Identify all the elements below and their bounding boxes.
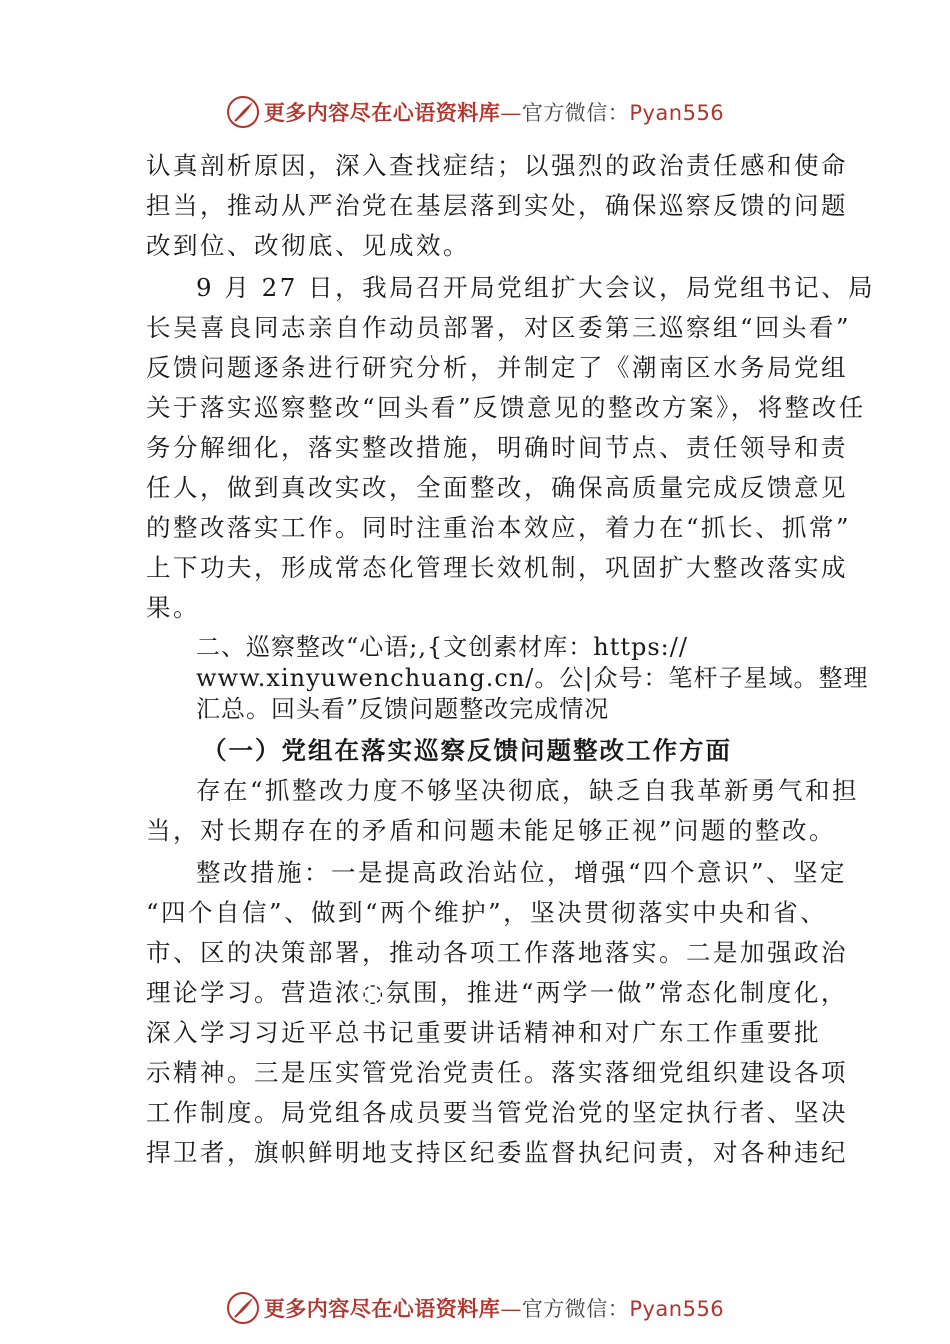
- banner-main-text: 更多内容尽在心语资料库: [263, 1296, 501, 1321]
- paragraph-1: [146, 146, 848, 266]
- paragraph-3: [146, 771, 860, 851]
- text-line: 整改措施：一是提高政治站位，增强“四个意识”、坚定: [196, 858, 848, 887]
- text-line: 担当，推动从严治党在基层落到实处，确保巡察反馈的问题: [146, 191, 848, 220]
- text-line: 市、区的决策部署，推动各项工作落地落实。二是加强政治: [146, 938, 848, 967]
- feather-pen-logo-icon: [226, 1291, 260, 1325]
- text-line: 任人，做到真改实改，全面整改，确保高质量完成反馈意见: [146, 473, 848, 502]
- feather-pen-logo-icon: [226, 95, 260, 129]
- banner-wechat-label: 官方微信：: [521, 101, 630, 125]
- banner-separator: —: [500, 101, 522, 125]
- heading-line: 二、巡察整改“心语;,{文创素材库：https://: [196, 633, 688, 661]
- text-line: 关于落实巡察整改“回头看”反馈意见的整改方案》，将整改任: [146, 393, 866, 422]
- text-line: 深入学习习近平总书记重要讲话精神和对广东工作重要批: [146, 1018, 821, 1047]
- text-line: 反馈问题逐条进行研究分析，并制定了《潮南区水务局党组: [146, 353, 848, 382]
- text-line: 理论学习。营造浓◌氛围，推进“两学一做”常态化制度化，: [146, 978, 848, 1007]
- text-line: 工作制度。局党组各成员要当管党治党的坚定执行者、坚决: [146, 1098, 848, 1127]
- banner-separator: —: [500, 1297, 522, 1321]
- banner-wechat-label: 官方微信：: [521, 1297, 630, 1321]
- text-line: 存在“抓整改力度不够坚决彻底，缺乏自我革新勇气和担: [196, 776, 860, 805]
- banner-wechat-id: Pyan556: [629, 101, 725, 125]
- text-line: 务分解细化，落实整改措施，明确时间节点、责任领导和责: [146, 433, 848, 462]
- text-line: 果。: [146, 593, 200, 622]
- banner-text: [264, 97, 724, 127]
- text-line: 示精神。三是压实管党治党责任。落实落细党组织建设各项: [146, 1058, 848, 1087]
- banner-wechat-id: Pyan556: [629, 1297, 725, 1321]
- section-heading-2: [146, 632, 869, 725]
- text-line: 改到位、改彻底、见成效。: [146, 231, 470, 260]
- text-line: 当，对长期存在的矛盾和问题未能足够正视”问题的整改。: [146, 816, 837, 845]
- text-line: 上下功夫，形成常态化管理长效机制，巩固扩大整改落实成: [146, 553, 848, 582]
- paragraph-2: [146, 266, 876, 628]
- document-body: [146, 146, 876, 1173]
- text-line: 认真剖析原因，深入查找症结；以强烈的政治责任感和使命: [146, 151, 848, 180]
- text-line: 长吴喜良同志亲自作动员部署，对区委第三巡察组“回头看”: [146, 313, 852, 342]
- text-line: 9 月 27 日，我局召开局党组扩大会议，局党组书记、局: [196, 273, 876, 302]
- text-line: “四个自信”、做到“两个维护”，坚决贯彻落实中央和省、: [146, 898, 828, 927]
- text-line: 的整改落实工作。同时注重治本效应，着力在“抓长、抓常”: [146, 513, 852, 542]
- heading-line: www.xinyuwenchuang.cn/。公|众号：笔杆子星域。整理: [196, 664, 869, 692]
- footer-watermark-banner: [0, 1288, 950, 1328]
- subsection-heading-1: （一）党组在落实巡察反馈问题整改工作方面: [202, 736, 732, 765]
- heading-line: 汇总。回头看”反馈问题整改完成情况: [196, 695, 610, 723]
- banner-main-text: 更多内容尽在心语资料库: [263, 100, 501, 125]
- header-watermark-banner: [0, 92, 950, 132]
- paragraph-4: [146, 851, 848, 1173]
- banner-text: [264, 1293, 724, 1323]
- text-line: 捍卫者，旗帜鲜明地支持区纪委监督执纪问责，对各种违纪: [146, 1138, 848, 1167]
